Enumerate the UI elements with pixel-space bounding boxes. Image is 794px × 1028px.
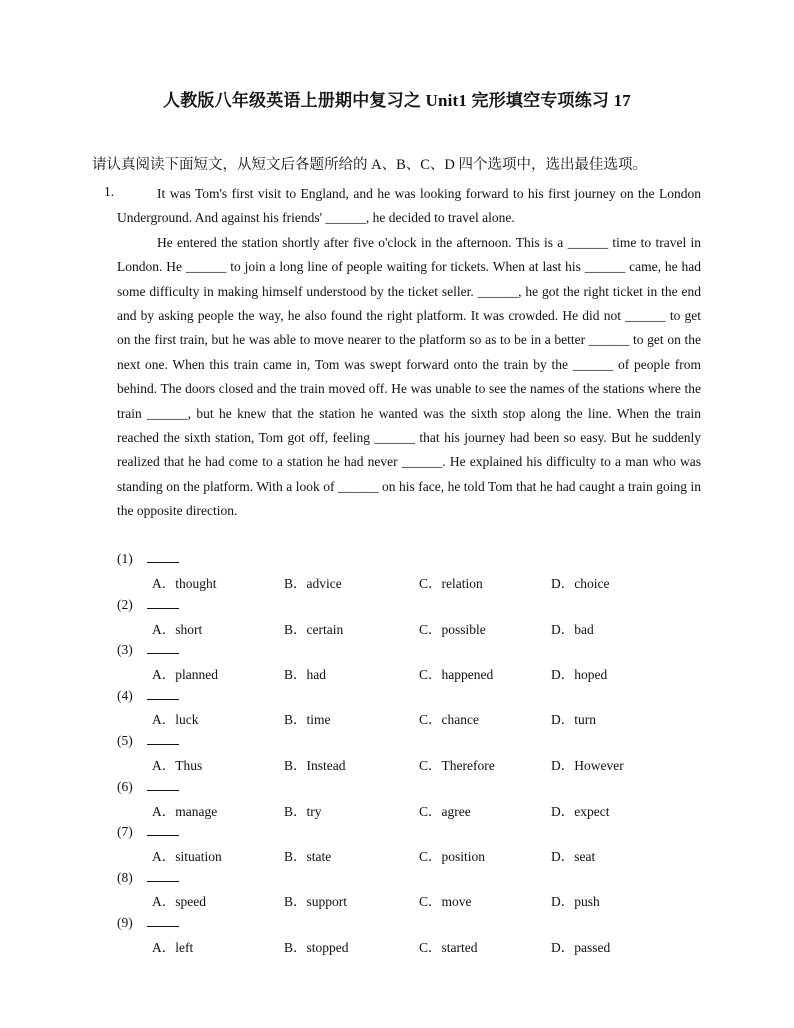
option-d[interactable]: D．However xyxy=(551,758,624,773)
question-label: (9) xyxy=(117,915,133,930)
question-label: (3) xyxy=(117,642,133,657)
option-b[interactable]: B．Instead xyxy=(284,758,346,773)
option-d[interactable]: D．bad xyxy=(551,622,594,637)
option-c[interactable]: C．started xyxy=(419,940,478,955)
option-a[interactable]: A．left xyxy=(152,940,194,955)
option-a[interactable]: A．manage xyxy=(152,804,218,819)
option-a[interactable]: A．situation xyxy=(152,849,222,864)
page-title: 人教版八年级英语上册期中复习之 Unit1 完形填空专项练习 17 xyxy=(163,91,631,110)
question-options-1 xyxy=(152,572,712,592)
answer-blank[interactable] xyxy=(147,549,179,563)
question-item-3 xyxy=(117,640,179,658)
question-item-6 xyxy=(117,777,179,795)
answer-blank[interactable] xyxy=(147,913,179,927)
question-item-7 xyxy=(117,822,179,840)
passage xyxy=(117,182,701,524)
question-label: (6) xyxy=(117,779,133,794)
option-d[interactable]: D．hoped xyxy=(551,667,608,682)
option-d[interactable]: D．turn xyxy=(551,712,596,727)
option-a[interactable]: A．speed xyxy=(152,894,206,909)
question-options-2 xyxy=(152,618,712,638)
option-b[interactable]: B．support xyxy=(284,894,348,909)
option-b[interactable]: B．certain xyxy=(284,622,344,637)
option-b[interactable]: B．time xyxy=(284,712,331,727)
question-label: (2) xyxy=(117,597,133,612)
option-b[interactable]: B．state xyxy=(284,849,332,864)
option-c[interactable]: C．move xyxy=(419,894,472,909)
option-d[interactable]: D．passed xyxy=(551,940,611,955)
option-a[interactable]: A．planned xyxy=(152,667,218,682)
answer-blank[interactable] xyxy=(147,731,179,745)
question-options-6 xyxy=(152,800,712,820)
option-a[interactable]: A．thought xyxy=(152,576,217,591)
question-label: (4) xyxy=(117,688,133,703)
option-a[interactable]: A．luck xyxy=(152,712,199,727)
question-label: (1) xyxy=(117,551,133,566)
option-a[interactable]: A．short xyxy=(152,622,203,637)
option-d[interactable]: D．push xyxy=(551,894,600,909)
answer-blank[interactable] xyxy=(147,822,179,836)
question-item-5 xyxy=(117,731,179,749)
instruction-text: 请认真阅读下面短文，从短文后各题所给的 A、B、C、D 四个选项中，选出最佳选项。 xyxy=(92,157,648,173)
passage-paragraph-1: It was Tom's first visit to England, and he was looking forward to his first journey on the London Underground. And against his friends' ______, he decided to travel alone. xyxy=(117,186,701,226)
question-item-4 xyxy=(117,686,179,704)
answer-blank[interactable] xyxy=(147,868,179,882)
option-b[interactable]: B．try xyxy=(284,804,322,819)
question-item-8 xyxy=(117,868,179,886)
question-item-2 xyxy=(117,595,179,613)
answer-blank[interactable] xyxy=(147,777,179,791)
question-label: (5) xyxy=(117,733,133,748)
option-c[interactable]: C．happened xyxy=(419,667,494,682)
option-c[interactable]: C．agree xyxy=(419,804,471,819)
option-b[interactable]: B．had xyxy=(284,667,326,682)
question-label: (7) xyxy=(117,824,133,839)
option-c[interactable]: C．possible xyxy=(419,622,486,637)
option-d[interactable]: D．choice xyxy=(551,576,610,591)
option-b[interactable]: B．stopped xyxy=(284,940,349,955)
option-d[interactable]: D．expect xyxy=(551,804,610,819)
option-b[interactable]: B．advice xyxy=(284,576,342,591)
passage-paragraph-2: He entered the station shortly after five o'clock in the afternoon. This is a ______ time to travel in London. He ______ to join a long line of people waiting for tickets. When at last his ______ came, he had some difficulty in making himself understood by the ticket seller. ______, he got the right ticket in the end and by asking people the way, he also found the right platform. It was crowded. He did not ______ to get on the first train, but he was able to move nearer to the platform so as to be in a better ______ to get on the next one. When this train came in, Tom was swept forward onto the train by the ______ of people from behind. The doors closed and the train moved off. He was unable to see the names of the stations where the train ______, but he knew that the station he wanted was the sixth stop along the line. When the train reached the sixth station, Tom got off, feeling ______ that his journey had been so easy. But he suddenly realized that he had come to a station he had never ______. He explained his difficulty to a man who was standing on the platform. With a look of ______ on his face, he told Tom that he had caught a train going in the opposite direction. xyxy=(117,234,701,519)
option-c[interactable]: C．Therefore xyxy=(419,758,495,773)
option-c[interactable]: C．relation xyxy=(419,576,483,591)
answer-blank[interactable] xyxy=(147,640,179,654)
question-options-8 xyxy=(152,890,712,910)
question-number: 1. xyxy=(104,184,115,199)
question-options-7 xyxy=(152,845,712,865)
question-options-5 xyxy=(152,754,712,774)
question-label: (8) xyxy=(117,870,133,885)
answer-blank[interactable] xyxy=(147,595,179,609)
question-options-3 xyxy=(152,663,712,683)
option-c[interactable]: C．chance xyxy=(419,712,479,727)
option-a[interactable]: A．Thus xyxy=(152,758,203,773)
option-d[interactable]: D．seat xyxy=(551,849,596,864)
option-c[interactable]: C．position xyxy=(419,849,486,864)
question-item-9 xyxy=(117,913,179,931)
answer-blank[interactable] xyxy=(147,686,179,700)
question-item-1 xyxy=(117,549,179,567)
question-options-9 xyxy=(152,936,712,956)
question-options-4 xyxy=(152,708,712,728)
